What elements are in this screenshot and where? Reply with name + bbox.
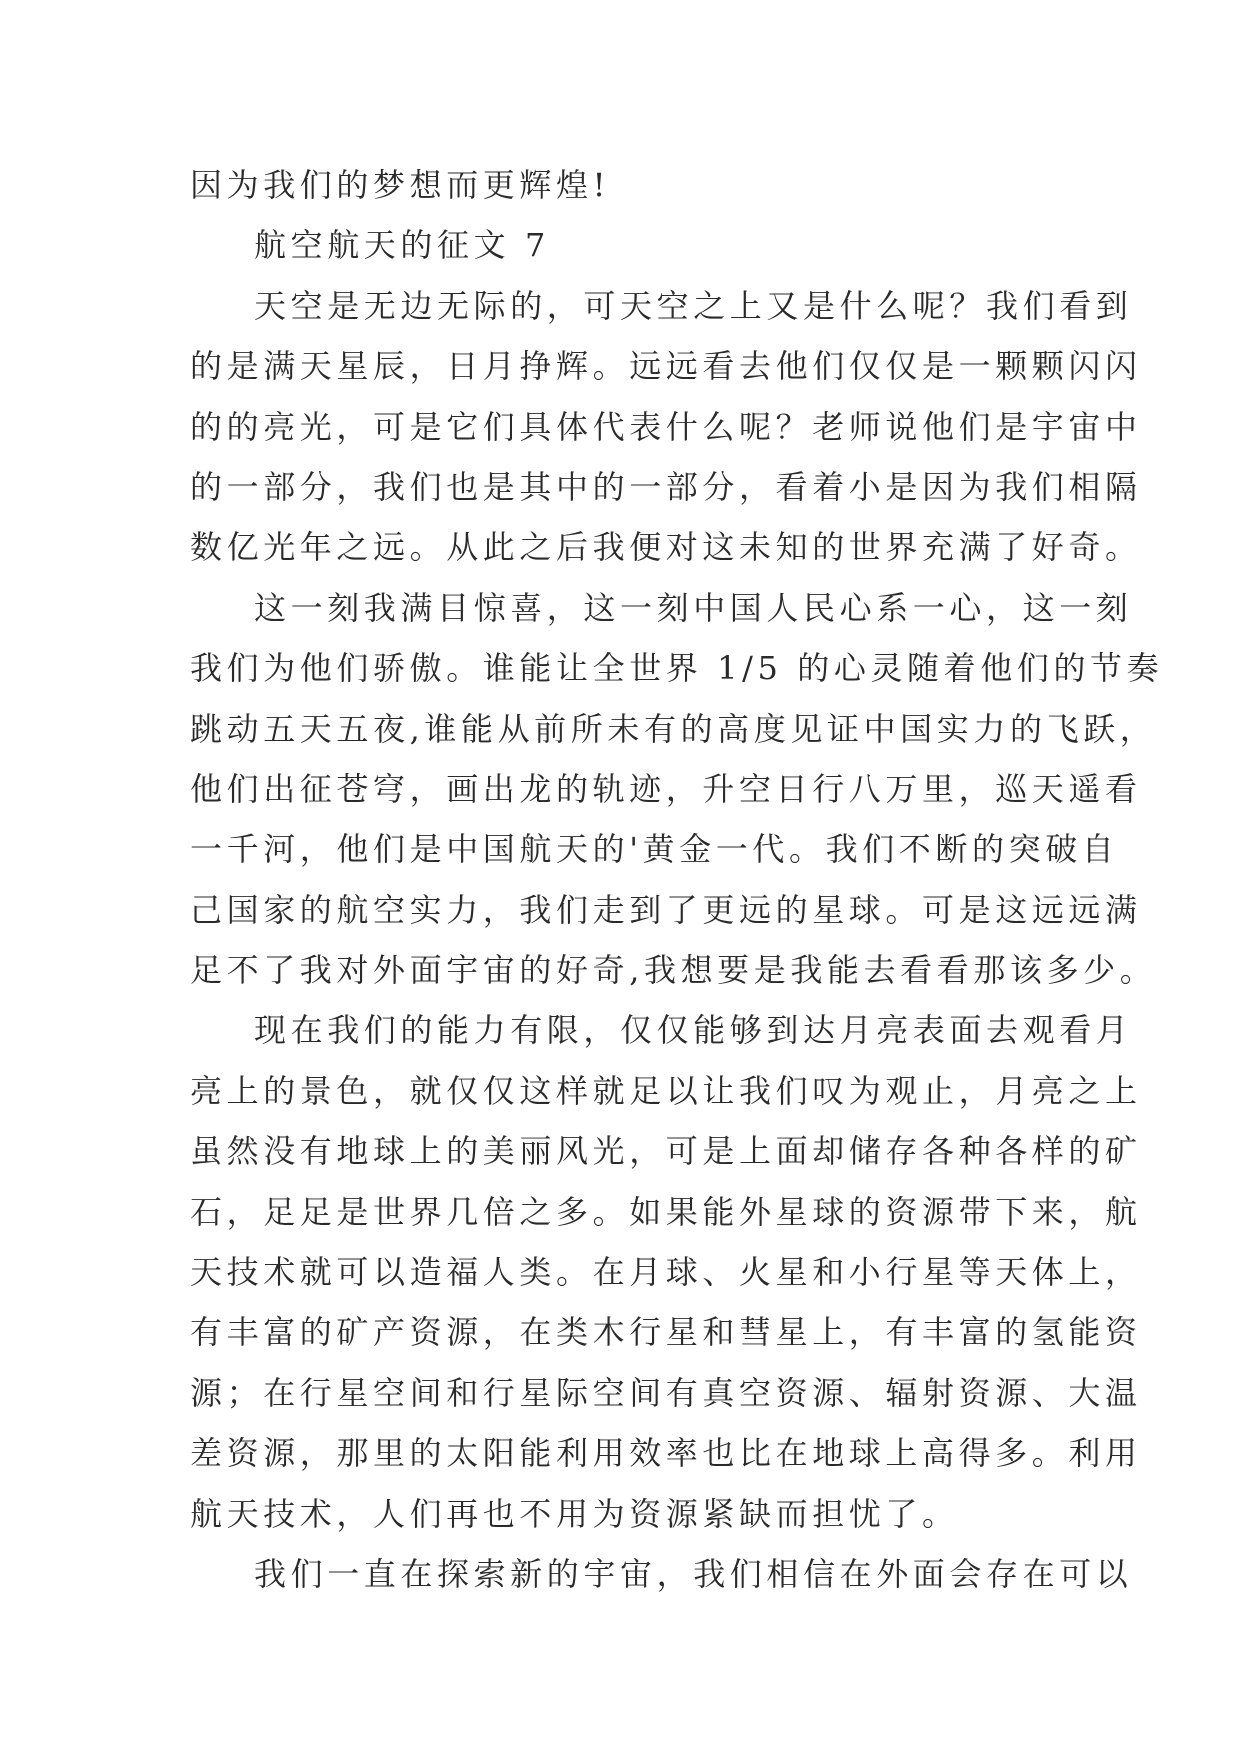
text-line: 一千河，他们是中国航天的'黄金一代。我们不断的突破自 — [190, 830, 1119, 869]
text-line: 足不了我对外面宇宙的好奇,我想要是我能去看看那该多少。 — [190, 951, 1157, 990]
text-line: 的的亮光，可是它们具体代表什么呢？老师说他们是宇宙中 — [190, 407, 1142, 446]
text-line: 天技术就可以造福人类。在月球、火星和小行星等天体上， — [190, 1253, 1142, 1292]
text-line: 航天技术，人们再也不用为资源紧缺而担忧了。 — [190, 1494, 959, 1533]
text-line: 现在我们的能力有限，仅仅能够到达月亮表面去观看月 — [254, 1011, 1133, 1050]
text-line: 的是满天星辰，日月挣辉。远远看去他们仅仅是一颗颗闪闪 — [190, 347, 1142, 386]
text-line: 虽然没有地球上的美丽风光，可是上面却储存各种各样的矿 — [190, 1132, 1142, 1171]
text-line: 差资源，那里的太阳能利用效率也比在地球上高得多。利用 — [190, 1434, 1142, 1473]
text-line: 石，足足是世界几倍之多。如果能外星球的资源带下来，航 — [190, 1192, 1142, 1231]
text-line: 因为我们的梦想而更辉煌! — [190, 166, 611, 204]
text-line: 这一刻我满目惊喜，这一刻中国人民心系一心，这一刻 — [254, 588, 1133, 627]
text-line: 己国家的航空实力，我们走到了更远的星球。可是这远远满 — [190, 890, 1142, 929]
essay-title: 航空航天的征文 7 — [254, 226, 550, 265]
text-line: 数亿光年之远。从此之后我便对这未知的世界充满了好奇。 — [190, 528, 1142, 567]
text-line: 源；在行星空间和行星际空间有真空资源、辐射资源、大温 — [190, 1373, 1142, 1412]
text-line: 亮上的景色，就仅仅这样就足以让我们叹为观止，月亮之上 — [190, 1071, 1142, 1110]
essay-body — [190, 155, 1164, 1604]
text-line: 我们为他们骄傲。谁能让全世界 1/5 的心灵随着他们的节奏 — [190, 649, 1164, 688]
text-line: 有丰富的矿产资源，在类木行星和彗星上，有丰富的氢能资 — [190, 1313, 1142, 1352]
text-line: 天空是无边无际的，可天空之上又是什么呢？我们看到 — [254, 286, 1133, 325]
text-line: 跳动五天五夜,谁能从前所未有的高度见证中国实力的飞跃， — [190, 709, 1157, 748]
text-line: 我们一直在探索新的宇宙，我们相信在外面会存在可以 — [254, 1554, 1133, 1593]
text-line: 的一部分，我们也是其中的一部分，看着小是因为我们相隔 — [190, 467, 1142, 506]
text-line: 他们出征苍穹，画出龙的轨迹，升空日行八万里，巡天遥看 — [190, 769, 1142, 808]
